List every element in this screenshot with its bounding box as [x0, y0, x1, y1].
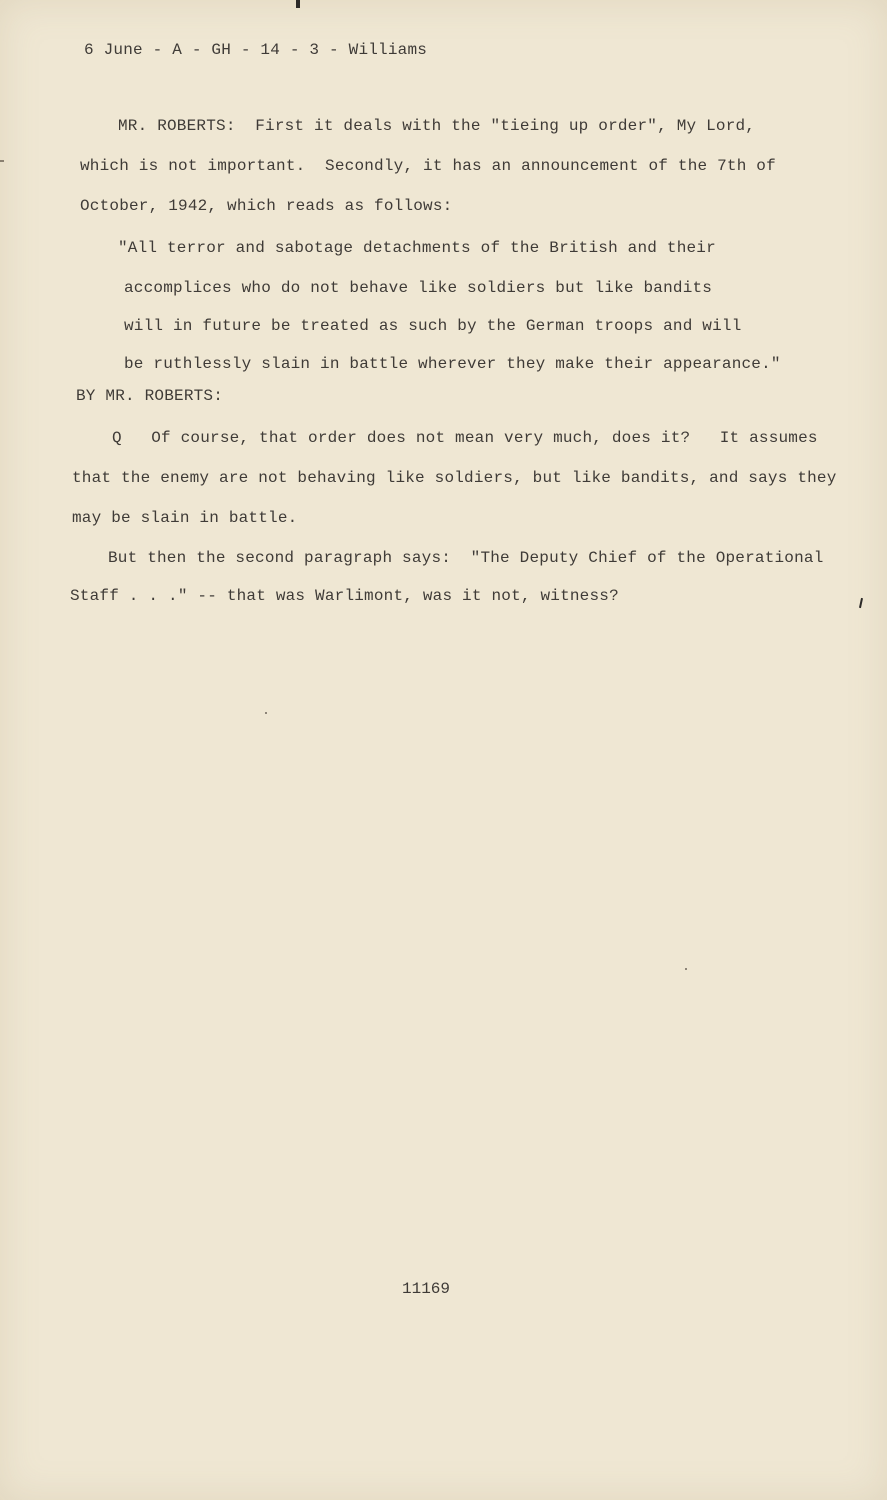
paragraph-line: which is not important. Secondly, it has an announcement of the 7th of: [80, 157, 776, 175]
quote-line: will in future be treated as such by the German troops and will: [124, 317, 742, 335]
paragraph-line: Staff . . ." -- that was Warlimont, was it not, witness?: [70, 587, 619, 605]
paragraph-line: October, 1942, which reads as follows:: [80, 197, 453, 215]
quote-line: be ruthlessly slain in battle wherever they make their appearance.": [124, 355, 781, 373]
page-number: 11169: [402, 1280, 451, 1298]
question-line: may be slain in battle.: [72, 509, 298, 527]
question-line: Q Of course, that order does not mean very much, does it? It assumes: [112, 429, 818, 447]
paper-speck: [265, 712, 267, 714]
left-edge-mark: [0, 160, 4, 162]
quote-line: accomplices who do not behave like soldiers but like bandits: [124, 279, 713, 297]
page-header: 6 June - A - GH - 14 - 3 - Williams: [84, 41, 428, 59]
quote-line: "All terror and sabotage detachments of the British and their: [118, 239, 716, 257]
paper-speck: [685, 968, 687, 970]
top-edge-mark: [296, 0, 300, 8]
paragraph-line: But then the second paragraph says: "The Deputy Chief of the Operational: [108, 549, 824, 567]
right-margin-mark: [859, 598, 863, 608]
paragraph-line: MR. ROBERTS: First it deals with the "tieing up order", My Lord,: [118, 117, 756, 135]
examiner-heading: BY MR. ROBERTS:: [76, 387, 224, 405]
question-line: that the enemy are not behaving like soldiers, but like bandits, and says they: [72, 469, 837, 487]
